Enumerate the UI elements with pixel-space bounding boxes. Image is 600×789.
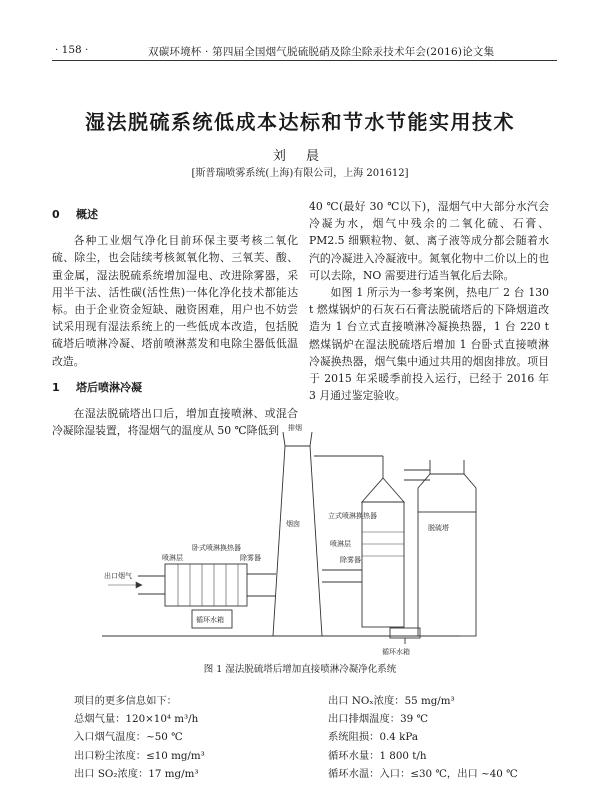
header-rule (52, 60, 557, 61)
info-item: 系统阻损：0.4 kPa (328, 731, 418, 744)
journal-title: 双碳环境杯 · 第四届全国烟气脱硫脱硝及除尘除汞技术年会(2016)论文集 (148, 46, 495, 58)
label-vertical-exchanger: 立式喷淋换热器 (328, 512, 377, 520)
right-column (309, 198, 549, 404)
label-desulfurization-tower: 脱硫塔 (428, 524, 449, 532)
project-info-right (328, 692, 558, 783)
figure-1 (100, 422, 530, 660)
info-item: 出口 NOₓ浓度：55 mg/m³ (328, 695, 455, 707)
info-item: 出口 SO₂浓度：17 mg/m³ (74, 767, 199, 780)
section-0-heading (52, 206, 298, 223)
info-item: 出口排烟温度：39 ℃ (328, 713, 428, 726)
left-column (52, 198, 298, 439)
label-horizontal-exchanger: 卧式喷淋换热器 (192, 544, 241, 552)
label-demister-right: 除雾器 (340, 556, 361, 564)
label-spray-layer-right: 喷淋层 (330, 540, 351, 548)
section-1-number: 1 (52, 380, 60, 394)
label-inlet-flue-gas: 出口烟气 (104, 572, 132, 580)
project-info-left (74, 692, 294, 783)
section-0-text: 各种工业烟气净化目前环保主要考核二氧化硫、除尘，也会陆续考核氮氧化物、三氧芙、酸、重金属，湿法脱硫系统增加湿电、改进除雾器，采用半干法、活性碳(活性焦)一体化净化技术都能达标。由于企业资金短缺、融资困难，用户也不妨尝试采用现有湿法系统上的一些低成本改造，包括脱硫塔后喷淋冷凝、塔前喷淋蒸发和电除尘器低低温改造。 (52, 234, 298, 368)
affiliation: [斯普瑞喷雾系统(上海)有限公司，上海 201612] (191, 168, 409, 179)
page-number: · 158 · (55, 44, 89, 56)
project-info-intro: 项目的更多信息如下： (74, 695, 177, 707)
label-circulation-tank-right: 循环水箱 (382, 648, 410, 656)
label-circulation-tank: 循环水箱 (196, 616, 224, 624)
section-0-title: 概述 (76, 208, 98, 221)
section-1-heading (52, 379, 298, 396)
figure-caption: 图 1 湿法脱硫塔后增加直接喷淋冷凝净化系统 (203, 664, 397, 675)
label-spray-layer-left: 喷淋层 (162, 554, 183, 562)
author-name: 刘 晨 (272, 149, 328, 164)
running-header (0, 38, 600, 60)
info-item: 出口粉尘浓度：≤10 mg/m³ (74, 749, 205, 762)
info-item: 入口烟气温度：~50 ℃ (74, 731, 183, 744)
right-paragraph-2: 如图 1 所示为一参考案例，热电厂 2 台 130 t 燃煤锅炉的石灰石石膏法脱硫塔后的下降烟道改造为 1 台立式直接喷淋冷凝换热器，1 台 220 t 燃煤锅炉在湿法脱硫塔后增加 1 台卧式直接喷淋冷凝换热器，烟气集中通过共用的烟囱排放。项目于 2015 年采暖季前投入运行，已经于 2016 年 3 月通过鉴定验收。 (309, 286, 549, 403)
label-exhaust: 排烟 (288, 424, 302, 432)
info-item: 循环水温：入口：≤30 ℃，出口 ~40 ℃ (328, 767, 518, 780)
label-chimney: 烟囱 (286, 520, 300, 528)
info-item: 循环水量：1 800 t/h (328, 749, 427, 762)
section-1-text: 在湿法脱硫塔出口后，增加直接喷淋、或混合冷凝除湿装置，将湿烟气的温度从 50 ℃降低到 (52, 407, 298, 438)
section-1-title: 塔后喷淋冷凝 (76, 380, 142, 394)
process-diagram (100, 422, 530, 660)
info-item: 总烟气量：120×10⁴ m³/h (74, 713, 199, 726)
section-0-number: 0 (52, 208, 60, 221)
right-paragraph-1: 40 ℃(最好 30 ℃以下)，湿烟气中大部分水汽会冷凝为水，烟气中残余的二氧化硫、石膏、PM2.5 细颗粒物、氨、离子液等成分都会随着水汽的冷凝进入冷凝液中。氮氧化物中二价以上的也可以去除，NO 需要进行适当氧化后去除。 (309, 200, 549, 282)
label-demister-left: 除雾器 (240, 554, 261, 562)
paper-title: 湿法脱硫系统低成本达标和节水节能实用技术 (85, 110, 515, 134)
